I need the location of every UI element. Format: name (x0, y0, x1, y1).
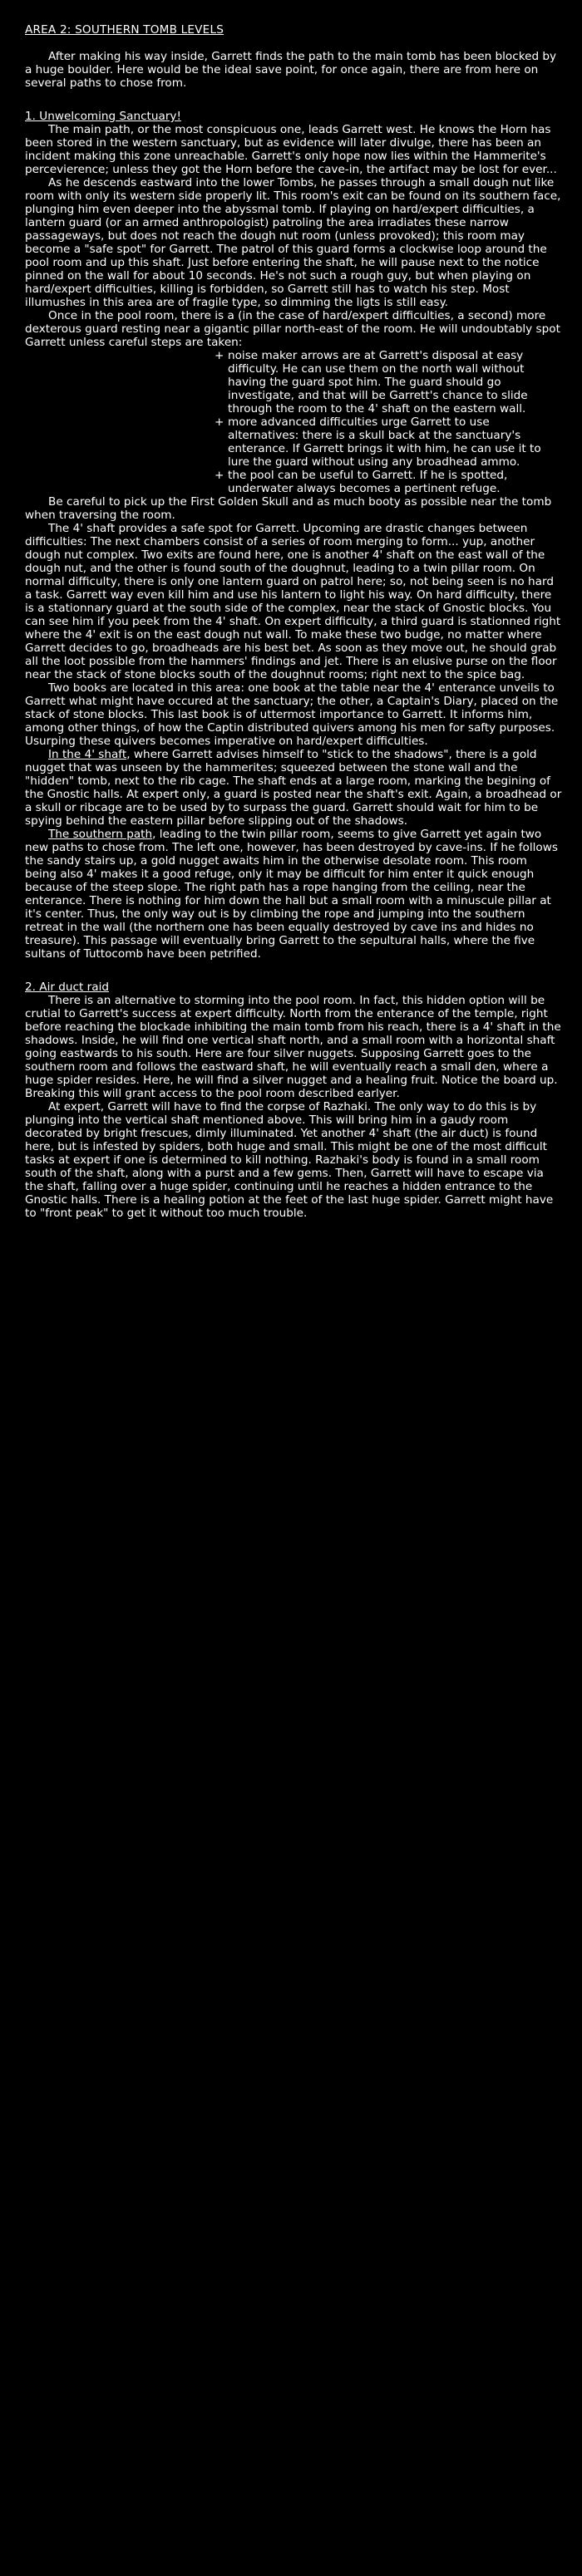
intro-paragraph: After making his way inside, Garrett finds the path to the main tomb has been blocked by a huge boulder. Here would be the ideal save point, for once again, there are from here on several paths to chose from. (25, 50, 557, 90)
paragraph: Be careful to pick up the First Golden Skull and as much booty as possible near the tomb when traversing the room. (25, 495, 552, 522)
southern-lead: The southern path (48, 828, 153, 841)
paragraph: The 4' shaft provides a safe spot for Garrett. Upcoming are drastic changes between difficulties: The next chambers consist of a series of room merging to form... yup, another dough nut complex. Two exits are found here, one is another 4' shaft on the east wall of the dough nut, and the other is found south of the doughnut, leading to a twin pillar room. On normal difficulty, there is only one lantern guard on patrol here; so, not being seen is no hard a task. Garrett way even kill him and use his lantern to light his way. On hard difficulty, there is a stationnary guard at the south side of the complex, near the stack of Gnostic blocks. You can see him if you peek from the 4' shaft. On expert difficulty, a third guard is stationned right where the 4' exit is on the east dough nut wall. To make these two budge, no matter where Garrett decides to go, broadheads are his best bet. As soon as they move out, he should grab all the loot possible from the hammers' findings and jet. There is an elusive purse on the floor near the stack of stone blocks south of the doughnut rooms; right next to the spice bag. (25, 522, 561, 681)
list-item: + more advanced difficulties urge Garrett to use alternatives: there is a skull back at the sanctuary's enterance. If Garrett brings it with him, he can use it to lure the guard without using any broadhead ammo. (215, 415, 562, 469)
document-page (0, 0, 582, 1220)
paragraph-southern (25, 828, 562, 961)
paragraph: At expert, Garrett will have to find the corpse of Razhaki. The only way to do this is by plunging into the vertical shaft mentioned above. This will bring him in a gaudy room decorated by bright frescues, dimly illuminated. Yet another 4' shaft (the air duct) is found here, but is infested by spiders, both huge and small. This might be one of the most difficult tasks at expert if one is determined to kill nothing. Razhaki's body is found in a small room south of the shaft, along with a purst and a few gems. Then, Garrett will have to escape via the shaft, falling over a huge spider, continuing until he reaches a hidden entrance to the Gnostic halls. There is a healing potion at the feet of the last huge spider. Garrett might have to "front peak" to get it without too much trouble. (25, 1100, 554, 1220)
shaft-text: , where Garrett advises himself to "stick to the shadows", there is a gold nugget that was unseen by the hammerites; squeezed between the stone wall and the "hidden" tomb, next to the rib cage. The shaft ends at a large room, marking the begining of the Gnostic halls. At expert only, a guard is posted near the shaft's exit. Again, a broadhead or a skull or ribcage are to be used by to surpass the guard. Garrett should wait for him to be spying behind the eastern pillar before slipping out of the shadows. (25, 748, 562, 828)
spacer (25, 90, 562, 103)
page-title: AREA 2: SOUTHERN TOMB LEVELS (25, 23, 224, 37)
section-heading-sanctuary: 1. Unwelcoming Sanctuary! (25, 110, 181, 123)
spacer (25, 961, 562, 974)
paragraph: Once in the pool room, there is a (in the case of hard/expert difficulties, a second) more dexterous guard resting near a gigantic pillar north-east of the room. He will undoubtably spot Garrett unless careful steps are taken: (25, 309, 560, 349)
list-item: + noise maker arrows are at Garrett's disposal at easy difficulty. He can use them on the north wall without having the guard spot him. The guard should go investigate, and that will be Garrett's chance to slide through the room to the 4' shaft on the eastern wall. (215, 349, 562, 415)
paragraph: The main path, or the most conspicuous one, leads Garrett west. He knows the Horn has been stored in the western sanctuary, but as evidence will later divulge, there has been an incident making this zone unreachable. Garrett's only hope now lies within the Hammerite's percevierence; unless they got the Horn before the cave-in, the artifact may be lost for ever... (25, 123, 557, 176)
tips-list (25, 349, 562, 495)
paragraph: As he descends eastward into the lower Tombs, he passes through a small dough nut like room with only its western side properly lit. This room's exit can be found on its southern face, plunging him even deeper into the abyssmal tomb. If playing on hard/expert difficulties, a lantern guard (or an armed anthropologist) patroling the area irradiates these narrow passageways, but does not reach the dough nut room (unless provoked); this room may become a "safe spot" for Garrett. The patrol of this guard forms a clockwise loop around the pool room and up this shaft. Just before entering the shaft, he will pause next to the notice pinned on the wall for about 10 seconds. He's not such a rough guy, but when playing on hard/expert difficulties, killing is forbidden, so Garrett still has to watch his step. Most illumushes in this area are of fragile type, so dimming the ligts is still easy. (25, 176, 561, 309)
shaft-lead: In the 4' shaft (48, 748, 127, 761)
paragraph: Two books are located in this area: one book at the table near the 4' enterance unveils to Garrett what might have occured at the sanctuary; the other, a Captain's Diary, placed on the stack of stone blocks. This last book is of uttermost importance to Garrett. It informs him, among other things, of how the Captin distributed quivers among his men for safty purposes. Usurping these quivers becomes imperative on hard/expert difficulties. (25, 681, 559, 748)
southern-text: , leading to the twin pillar room, seems to give Garrett yet again two new paths to chose from. The left one, however, has been destroyed by cave-ins. If he follows the sandy stairs up, a gold nugget awaits him in the otherwise desolate room. This room being also 4' makes it a good refuge, only it may be difficult for him enter it quick enough because of the steep slope. The right path has a rope hanging from the ceiling, near the enterance. There is nothing for him down the hall but a small room with a minuscule pillar at it's center. Thus, the only way out is by climbing the rope and jumping into the southern retreat in the wall (the northern one has been equally destroyed by cave ins and hides no treasure). This passage will eventually bring Garrett to the sepultural halls, where the five sultans of Tuttocomb have been petrified. (25, 828, 558, 961)
paragraph: There is an alternative to storming into the pool room. In fact, this hidden option will be crutial to Garrett's success at expert difficulty. North from the enterance of the temple, right before reaching the blockade inhibiting the main tomb from his reach, there is a 4' shaft in the shadows. Inside, he will find one vertical shaft north, and a small room with a horizontal shaft going eastwards to his south. Here are four silver nuggets. Supposing Garrett goes to the southern room and follows the eastward shaft, he will eventually reach a small den, where a huge spider resides. Here, he will find a silver nugget and a healing fruit. Notice the board up. Breaking this will grant access to the pool room described earlyer. (25, 994, 561, 1100)
list-item: + the pool can be useful to Garrett. If he is spotted, underwater always becomes a pertinent refuge. (215, 469, 562, 495)
paragraph-shaft (25, 748, 562, 828)
section-heading-air-duct: 2. Air duct raid (25, 981, 109, 994)
